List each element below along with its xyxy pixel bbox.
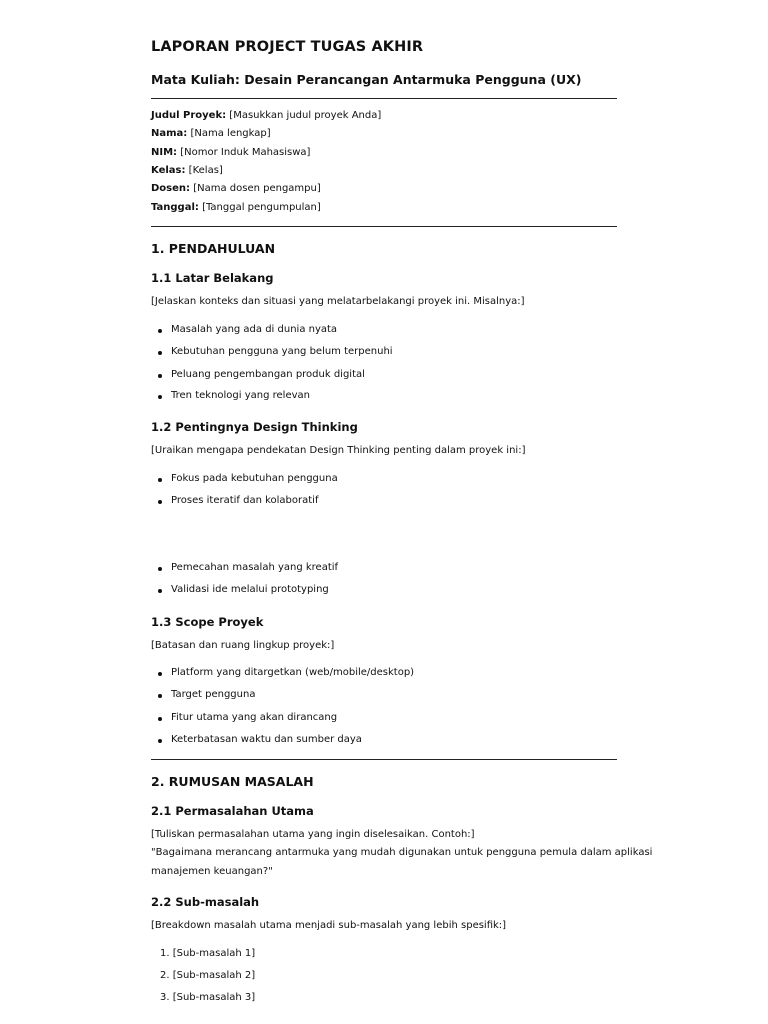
list-item: Proses iteratif dan kolaboratif xyxy=(171,495,319,506)
list-item: Keterbatasan waktu dan sumber daya xyxy=(171,734,362,745)
meta-label: Judul Proyek: xyxy=(151,110,227,121)
meta-label: Dosen: xyxy=(151,183,191,194)
paragraph: [Breakdown masalah utama menjadi sub-masalah yang lebih spesifik:] xyxy=(151,920,507,931)
meta-label: Nama: xyxy=(151,128,188,139)
paragraph: [Tuliskan permasalahan utama yang ingin diselesaikan. Contoh:] xyxy=(151,829,475,840)
list-item: Target pengguna xyxy=(171,689,256,700)
list-item: Validasi ide melalui prototyping xyxy=(171,584,329,595)
divider xyxy=(151,226,617,227)
document-title: LAPORAN PROJECT TUGAS AKHIR xyxy=(151,39,424,55)
meta-row-judul xyxy=(151,110,381,121)
paragraph-quote-line: manajemen keuangan?" xyxy=(151,866,273,877)
list-item: Platform yang ditargetkan (web/mobile/desktop) xyxy=(171,667,415,678)
list-item: Pemecahan masalah yang kreatif xyxy=(171,562,339,573)
list-item: Masalah yang ada di dunia nyata xyxy=(171,324,338,335)
meta-value: [Nama dosen pengampu] xyxy=(193,183,321,194)
meta-label: Tanggal: xyxy=(151,202,199,213)
list-item: Peluang pengembangan produk digital xyxy=(171,369,365,380)
list-item: Fitur utama yang akan dirancang xyxy=(171,712,338,723)
subsection-heading-latar-belakang: 1.1 Latar Belakang xyxy=(151,271,274,285)
meta-row-kelas xyxy=(151,165,223,176)
paragraph: [Uraikan mengapa pendekatan Design Thinking penting dalam proyek ini:] xyxy=(151,445,526,456)
subsection-heading-scope: 1.3 Scope Proyek xyxy=(151,615,264,629)
meta-value: [Nomor Induk Mahasiswa] xyxy=(180,147,311,158)
ordered-list-item: 1. [Sub-masalah 1] xyxy=(160,948,256,959)
paragraph-quote-line: "Bagaimana merancang antarmuka yang mudah digunakan untuk pengguna pemula dalam aplikasi xyxy=(151,847,653,858)
meta-value: [Nama lengkap] xyxy=(190,128,271,139)
ordered-list-item: 2. [Sub-masalah 2] xyxy=(160,970,256,981)
meta-row-nama xyxy=(151,128,271,139)
meta-value: [Kelas] xyxy=(188,165,223,176)
list-item: Tren teknologi yang relevan xyxy=(171,390,310,401)
meta-label: Kelas: xyxy=(151,165,186,176)
meta-row-nim xyxy=(151,147,310,158)
subsection-heading-sub-masalah: 2.2 Sub-masalah xyxy=(151,895,260,909)
list-item: Fokus pada kebutuhan pengguna xyxy=(171,473,338,484)
meta-row-dosen xyxy=(151,183,321,194)
meta-label: NIM: xyxy=(151,147,178,158)
meta-value: [Masukkan judul proyek Anda] xyxy=(229,110,382,121)
divider xyxy=(151,759,617,760)
paragraph: [Jelaskan konteks dan situasi yang melatarbelakangi proyek ini. Misalnya:] xyxy=(151,296,525,307)
divider xyxy=(151,98,617,99)
section-heading-rumusan-masalah: 2. RUMUSAN MASALAH xyxy=(151,774,314,789)
ordered-list-item: 3. [Sub-masalah 3] xyxy=(160,992,256,1003)
meta-value: [Tanggal pengumpulan] xyxy=(202,202,321,213)
list-item: Kebutuhan pengguna yang belum terpenuhi xyxy=(171,346,393,357)
paragraph: [Batasan dan ruang lingkup proyek:] xyxy=(151,640,335,651)
meta-row-tanggal xyxy=(151,202,321,213)
subsection-heading-design-thinking: 1.2 Pentingnya Design Thinking xyxy=(151,420,358,434)
subsection-heading-permasalahan-utama: 2.1 Permasalahan Utama xyxy=(151,804,314,818)
document-subtitle: Mata Kuliah: Desain Perancangan Antarmuka Pengguna (UX) xyxy=(151,72,582,87)
section-heading-pendahuluan: 1. PENDAHULUAN xyxy=(151,241,276,256)
